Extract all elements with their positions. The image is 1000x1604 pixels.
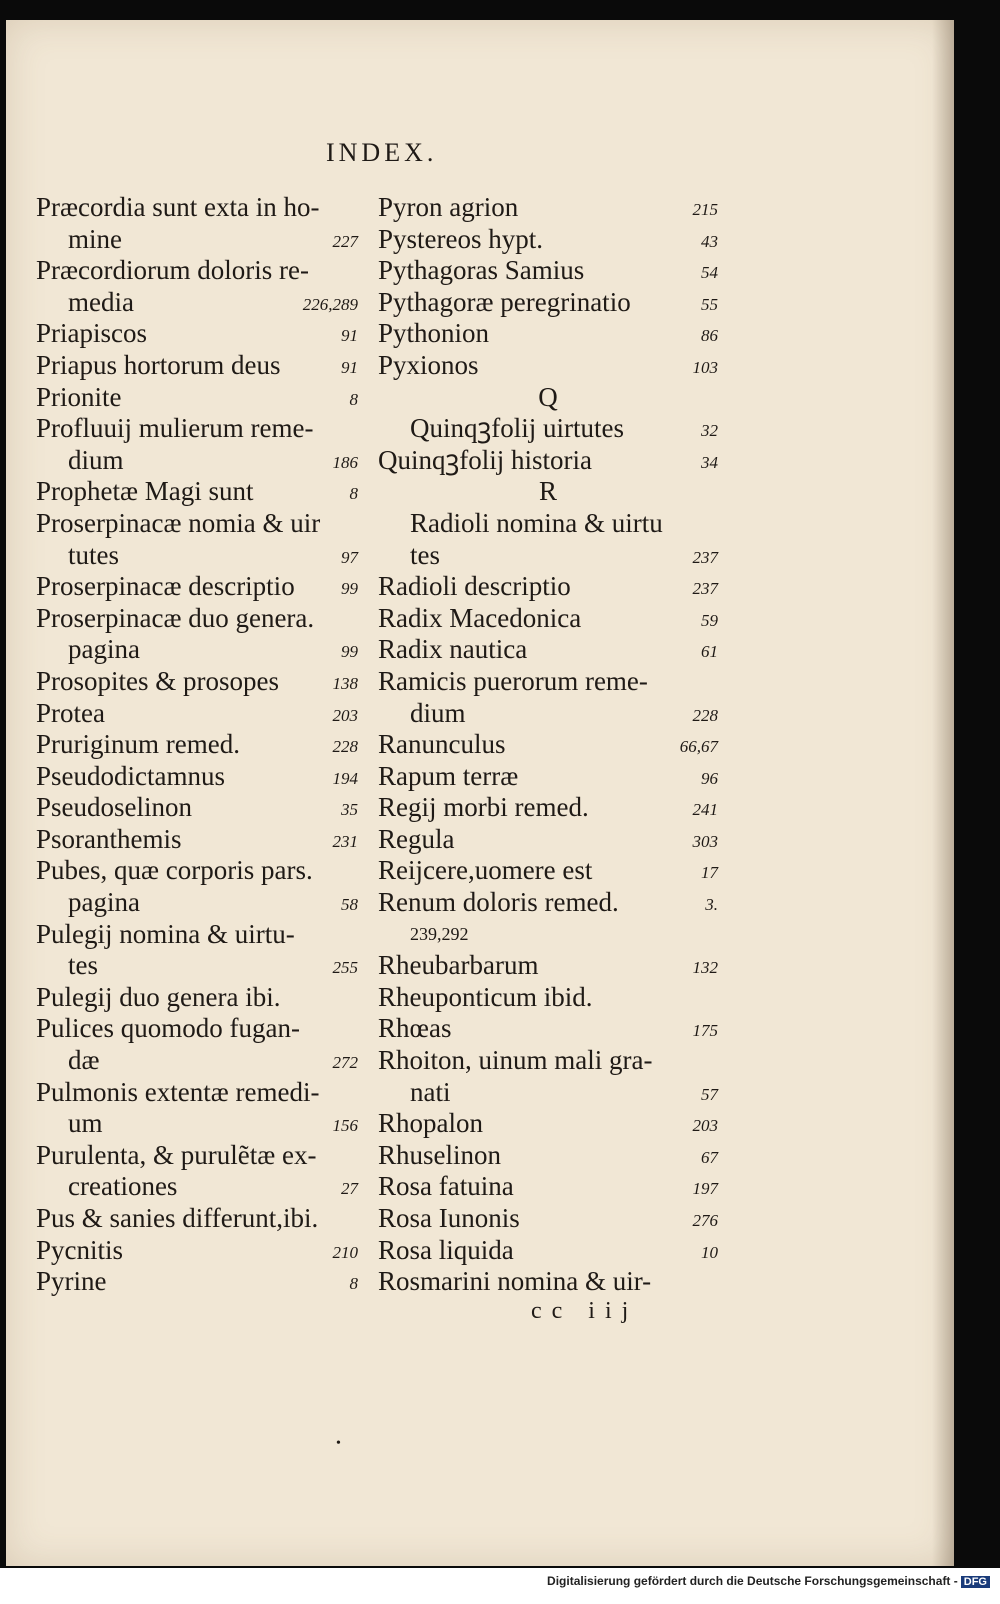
index-entry — [36, 1013, 358, 1045]
entry-term: Rosa liquida — [378, 1234, 514, 1265]
entry-term: Quinqꝫfolij uirtutes — [410, 413, 625, 444]
entry-term: Priapiscos — [36, 318, 147, 349]
entry-term: Rhuselinon — [378, 1139, 502, 1170]
index-entry — [378, 1045, 718, 1077]
entry-page-number: 231 — [332, 831, 358, 851]
index-entry — [378, 855, 718, 887]
entry-term: Proserpinacæ duo genera. — [36, 602, 315, 633]
entry-page-number: 194 — [332, 768, 358, 788]
entry-term: Ramicis puerorum reme- — [378, 665, 648, 696]
entry-page-number: 58 — [341, 895, 358, 915]
index-entry — [378, 982, 718, 1014]
index-entry — [378, 255, 718, 287]
entry-term: Rhoiton, uinum mali gra- — [378, 1045, 653, 1076]
entry-page-number: 237 — [692, 579, 718, 599]
index-entry — [378, 1203, 718, 1235]
index-entry — [378, 445, 718, 477]
entry-term: Rosmarini nomina & uir- — [378, 1266, 652, 1297]
entry-page-number: 138 — [332, 673, 358, 693]
index-entry — [378, 382, 718, 414]
book-page — [6, 20, 954, 1566]
index-entry — [36, 1045, 358, 1077]
entry-page-number: 186 — [332, 452, 358, 472]
entry-page-number: 303 — [692, 831, 718, 851]
index-entry — [36, 698, 358, 730]
index-entry — [378, 1266, 718, 1298]
index-entry — [378, 950, 718, 982]
index-entry — [36, 540, 358, 572]
entry-term: Pyrine — [36, 1266, 107, 1297]
entry-term: R — [538, 476, 557, 507]
running-header: INDEX. — [326, 138, 438, 167]
entry-page-number: 272 — [332, 1053, 358, 1073]
index-entry — [378, 634, 718, 666]
index-entry — [378, 1140, 718, 1172]
entry-term: Proserpinacæ descriptio — [36, 571, 295, 602]
entry-page-number: 99 — [341, 642, 358, 662]
entry-page-number: 67 — [701, 1147, 718, 1167]
index-entry — [378, 1108, 718, 1140]
signature-mark: cc iij — [531, 1298, 639, 1324]
index-entry — [36, 1140, 358, 1172]
entry-page-number: 203 — [692, 1116, 718, 1136]
entry-page-number: 91 — [341, 357, 358, 377]
entry-term: Pulegij duo genera ibi. — [36, 981, 281, 1012]
entry-term: Pus & sanies differunt,ibi. — [36, 1203, 319, 1233]
index-entry — [36, 919, 358, 951]
entry-term: tutes — [68, 539, 119, 570]
index-entry — [378, 540, 718, 572]
entry-page-number: 3. — [705, 895, 718, 915]
entry-term: Præcordiorum doloris re- — [36, 255, 309, 286]
entry-page-number: 103 — [692, 357, 718, 377]
entry-term: Regula — [378, 823, 455, 854]
entry-term: nati — [410, 1076, 451, 1107]
entry-term: Pulices quomodo fugan- — [36, 1013, 300, 1044]
entry-page-number: 197 — [692, 1179, 718, 1199]
printer-dot: • — [336, 1436, 341, 1451]
entry-term: Profluuij mulierum reme- — [36, 413, 314, 444]
index-entry — [36, 508, 358, 540]
entry-page-number: 99 — [341, 579, 358, 599]
index-entry — [36, 476, 358, 508]
entry-term: Reijcere,uomere est — [378, 855, 593, 886]
entry-term: dæ — [68, 1045, 100, 1076]
index-entry — [36, 1203, 358, 1235]
index-entry — [378, 571, 718, 603]
entry-page-number: 228 — [332, 737, 358, 757]
index-entry — [378, 192, 718, 224]
entry-term: Prosopites & prosopes — [36, 665, 279, 696]
index-entry — [36, 1108, 358, 1140]
entry-term: Pycnitis — [36, 1234, 124, 1265]
entry-term: media — [68, 286, 134, 317]
index-entry — [36, 1235, 358, 1267]
entry-term: Rheubarbarum — [378, 950, 539, 981]
index-entry — [378, 1235, 718, 1267]
entry-page-number: 61 — [701, 642, 718, 662]
index-entry — [36, 950, 358, 982]
page-gutter — [932, 20, 954, 1566]
entry-term: dium — [68, 444, 124, 475]
index-entry — [378, 666, 718, 698]
entry-page-number: 57 — [701, 1084, 718, 1104]
entry-page-number: 27 — [341, 1179, 358, 1199]
index-entry — [378, 887, 718, 919]
index-entry — [36, 855, 358, 887]
entry-page-number: 210 — [332, 1242, 358, 1262]
index-entry — [36, 887, 358, 919]
index-entry — [378, 603, 718, 635]
entry-term: Psoranthemis — [36, 823, 182, 854]
entry-term: Radix Macedonica — [378, 602, 582, 633]
index-entry — [36, 413, 358, 445]
index-entry — [378, 1013, 718, 1045]
index-entry — [36, 287, 358, 319]
entry-page-number: 91 — [341, 326, 358, 346]
entry-term: Quinqꝫfolij historia — [378, 444, 593, 475]
entry-page-number: 228 — [692, 705, 718, 725]
entry-term: Rapum terræ — [378, 760, 519, 791]
entry-page-number: 59 — [701, 610, 718, 630]
entry-term: Regij morbi remed. — [378, 792, 589, 823]
entry-term: Priapus hortorum deus — [36, 349, 281, 380]
index-entry — [36, 761, 358, 793]
entry-term: Pythagoræ peregrinatio — [378, 286, 631, 317]
credit-text: Digitalisierung gefördert durch die Deutsche Forschungsgemeinschaft - — [547, 1574, 958, 1588]
index-entry — [378, 729, 718, 761]
entry-page-number: 8 — [349, 389, 358, 409]
index-entry — [36, 255, 358, 287]
entry-term: Pubes, quæ corporis pars. — [36, 855, 313, 886]
index-entry — [36, 1171, 358, 1203]
index-entry — [378, 287, 718, 319]
entry-term: Radioli nomina & uirtu — [410, 507, 663, 538]
index-entry — [36, 571, 358, 603]
index-entry — [378, 318, 718, 350]
entry-term: Pystereos hypt. — [378, 223, 543, 254]
index-entry — [378, 792, 718, 824]
entry-term: mine — [68, 223, 122, 254]
index-entry — [378, 1171, 718, 1203]
index-entry — [36, 634, 358, 666]
index-entry — [378, 224, 718, 256]
entry-page-number: 226,289 — [302, 294, 358, 314]
entry-term: Rosa Iunonis — [378, 1203, 520, 1233]
entry-page-number: 55 — [701, 294, 718, 314]
index-entry — [378, 476, 718, 508]
index-entry — [36, 192, 358, 224]
entry-page-number: 32 — [701, 421, 718, 441]
entry-term: Pseudodictamnus — [36, 760, 225, 791]
index-entry — [36, 445, 358, 477]
entry-term: Proserpinacæ nomia & uir — [36, 507, 321, 538]
index-entry — [36, 224, 358, 256]
index-column-right — [378, 192, 718, 1298]
index-entry — [36, 982, 358, 1014]
index-entry — [36, 603, 358, 635]
index-entry — [36, 824, 358, 856]
entry-term: Pythonion — [378, 318, 490, 349]
entry-page-number: 156 — [332, 1116, 358, 1136]
entry-term: Radioli descriptio — [378, 571, 571, 602]
index-entry — [378, 919, 718, 951]
entry-page-number: 54 — [701, 263, 718, 283]
entry-page-number: 215 — [692, 200, 718, 219]
entry-term: Protea — [36, 697, 105, 728]
entry-page-number: 227 — [332, 231, 358, 251]
entry-term: Pulegij nomina & uirtu- — [36, 918, 295, 949]
index-entry — [36, 1077, 358, 1109]
digitization-credit — [547, 1574, 990, 1588]
entry-term: Rheuponticum ibid. — [378, 981, 593, 1012]
entry-page-number: 8 — [349, 1274, 358, 1294]
entry-page-number: 237 — [692, 547, 718, 567]
entry-page-number: 66,67 — [679, 737, 718, 757]
entry-term: Prionite — [36, 381, 122, 412]
entry-term: Pulmonis extentæ remedi- — [36, 1076, 320, 1107]
entry-page-number: 276 — [692, 1211, 718, 1230]
dfg-logo: DFG — [961, 1576, 990, 1588]
entry-term: Pyron agrion — [378, 192, 519, 222]
entry-page-number: 241 — [692, 800, 718, 820]
entry-page-number: 10 — [701, 1242, 718, 1262]
entry-term: Præcordia sunt exta in ho- — [36, 192, 320, 222]
entry-term: dium — [410, 697, 466, 728]
index-entry — [378, 698, 718, 730]
entry-term: Pseudoselinon — [36, 792, 193, 823]
entry-term: Rhopalon — [378, 1108, 483, 1139]
entry-term: Renum doloris remed. — [378, 887, 619, 918]
entry-term: Rosa fatuina — [378, 1171, 514, 1202]
entry-page-number: 43 — [701, 231, 718, 251]
entry-term: Rhœas — [378, 1013, 452, 1044]
index-entry — [378, 350, 718, 382]
entry-term: um — [68, 1108, 103, 1139]
index-entry — [36, 729, 358, 761]
index-entry — [378, 761, 718, 793]
entry-page-number: 203 — [332, 705, 358, 725]
index-column-left — [36, 192, 358, 1298]
entry-page-number: 255 — [332, 958, 358, 978]
entry-term: Pyxionos — [378, 349, 479, 380]
entry-term: Radix nautica — [378, 634, 528, 665]
index-entry — [36, 1266, 358, 1298]
index-entry — [378, 1077, 718, 1109]
entry-page-number: 175 — [692, 1021, 718, 1041]
entry-term: Pythagoras Samius — [378, 255, 585, 286]
entry-term: creationes — [68, 1171, 178, 1202]
entry-page-number: 132 — [692, 958, 718, 978]
entry-term: Prophetæ Magi sunt — [36, 476, 254, 507]
index-entry — [36, 382, 358, 414]
entry-term: 239,292 — [410, 923, 469, 944]
index-entry — [36, 350, 358, 382]
entry-term: Purulenta, & purulẽtæ ex- — [36, 1139, 317, 1170]
entry-term: tes — [410, 539, 440, 570]
entry-page-number: 8 — [349, 484, 358, 504]
entry-page-number: 86 — [701, 326, 718, 346]
entry-page-number: 96 — [701, 768, 718, 788]
entry-term: Ranunculus — [378, 729, 506, 760]
index-entry — [36, 666, 358, 698]
index-entry — [378, 508, 718, 540]
index-entry — [378, 413, 718, 445]
entry-page-number: 34 — [701, 452, 718, 472]
entry-term: Q — [538, 381, 558, 412]
entry-term: tes — [68, 950, 98, 981]
entry-page-number: 35 — [341, 800, 358, 820]
index-entry — [36, 792, 358, 824]
index-entry — [378, 824, 718, 856]
entry-term: Pruriginum remed. — [36, 729, 240, 760]
entry-page-number: 97 — [341, 547, 358, 567]
entry-page-number: 17 — [701, 863, 718, 883]
entry-term: pagina — [68, 634, 140, 665]
index-entry — [36, 318, 358, 350]
entry-term: pagina — [68, 887, 140, 918]
